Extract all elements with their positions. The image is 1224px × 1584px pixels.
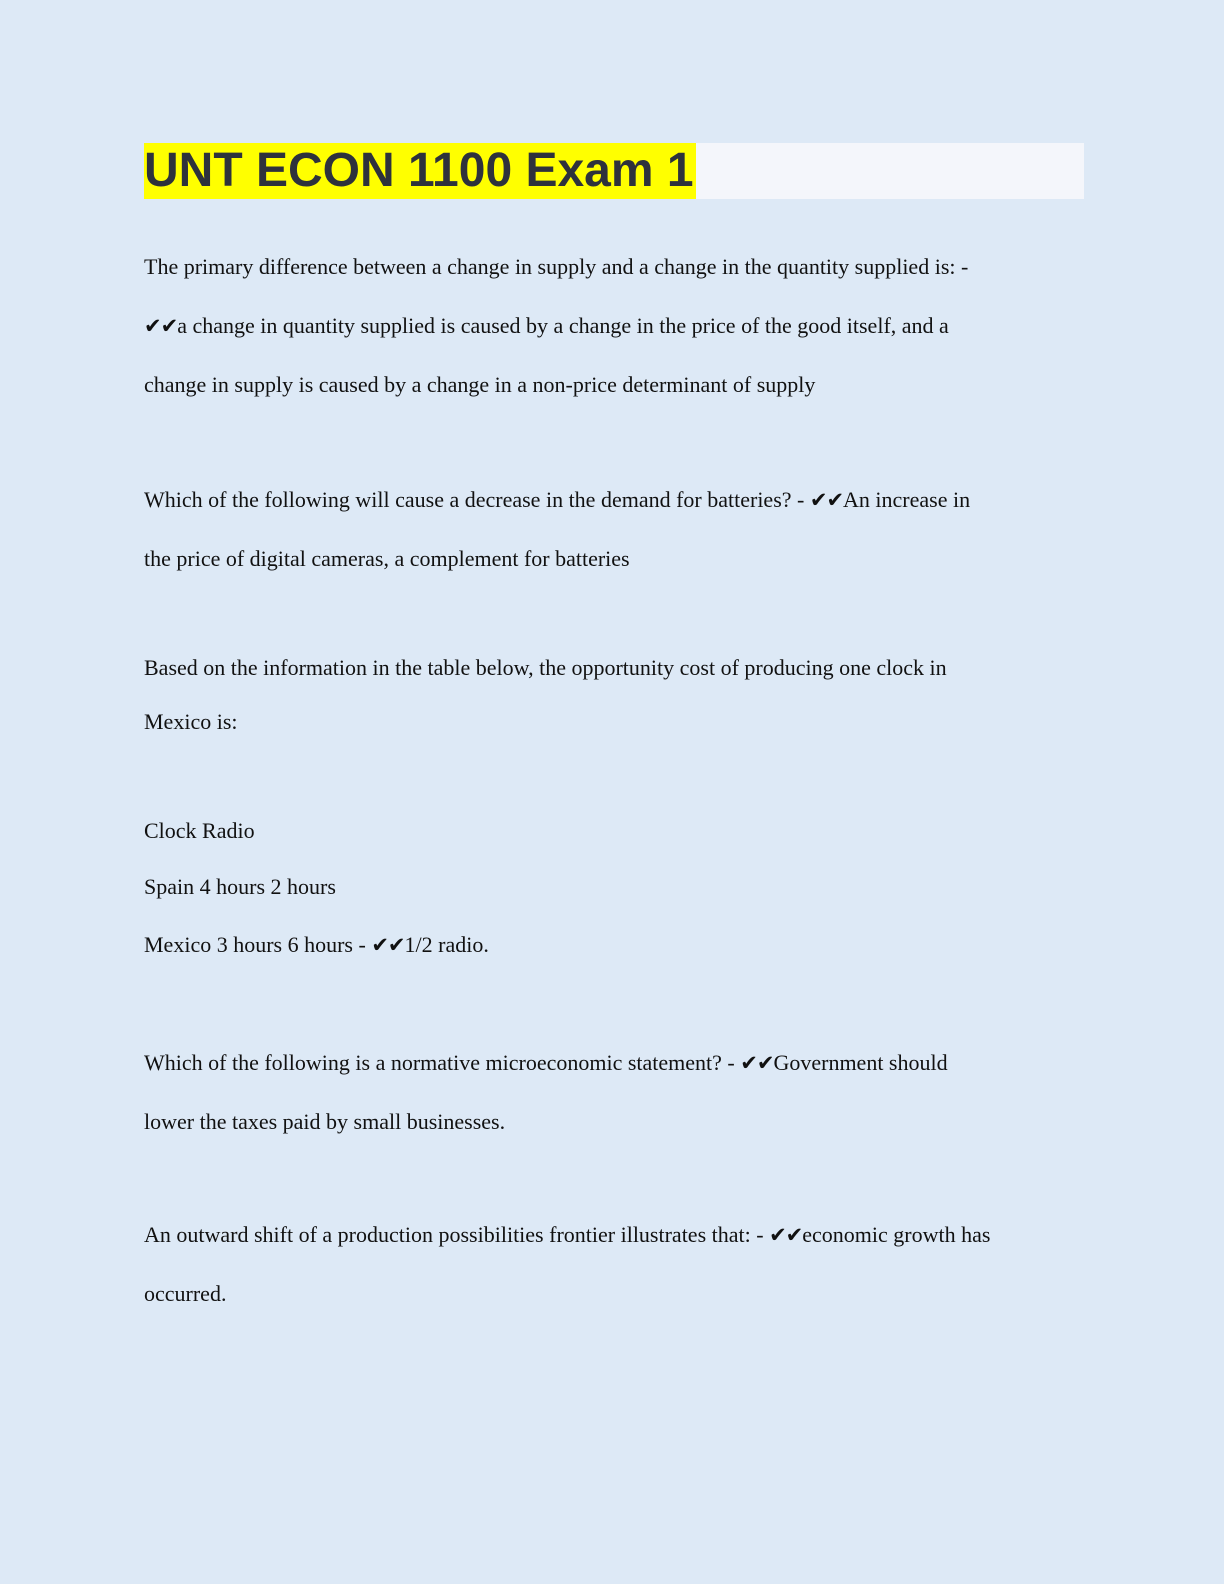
table-row: Mexico 3 hours 6 hours - — [144, 932, 366, 957]
qa-item-5 — [144, 1220, 1084, 1338]
answer-text: Government should — [773, 1050, 948, 1075]
answer-text-continued: the price of digital cameras, a complement for batteries — [144, 546, 630, 571]
qa-item-3 — [144, 653, 1084, 737]
double-check-icon: ✔✔ — [740, 1051, 774, 1075]
answer-text-continued: change in supply is caused by a change in a non-price determinant of supply — [144, 372, 816, 397]
table-header-row: Clock Radio — [144, 818, 255, 843]
question-text-continued: Mexico is: — [144, 709, 238, 734]
double-check-icon: ✔✔ — [769, 1223, 803, 1247]
answer-text-continued: occurred. — [144, 1281, 227, 1306]
answer-text: a change in quantity supplied is caused by a change in the price of the good itself, and a — [177, 313, 949, 338]
question-line — [144, 485, 1084, 544]
question-text: Based on the information in the table below, the opportunity cost of producing one clock in — [144, 655, 947, 680]
question-line — [144, 1220, 1084, 1279]
double-check-icon: ✔✔ — [371, 933, 405, 957]
answer-text: economic growth has — [802, 1222, 991, 1247]
question-line — [144, 1048, 1084, 1107]
double-check-icon: ✔✔ — [809, 488, 844, 512]
question-text: The primary difference between a change in supply and a change in the quantity supplied is: - — [144, 254, 969, 279]
qa-item-4 — [144, 1048, 1084, 1166]
answer-line — [144, 311, 1084, 370]
answer-text: 1/2 radio. — [404, 932, 489, 957]
qa-item-2 — [144, 485, 1084, 603]
question-text: An outward shift of a production possibilities frontier illustrates that: - — [144, 1222, 764, 1247]
data-table — [144, 816, 1084, 960]
qa-item-1 — [144, 252, 1084, 429]
answer-text: An increase in — [843, 487, 971, 512]
question-text: Which of the following will cause a decrease in the demand for batteries? - — [144, 487, 805, 512]
table-row: Spain 4 hours 2 hours — [144, 874, 336, 899]
answer-text-continued: lower the taxes paid by small businesses. — [144, 1109, 506, 1134]
double-check-icon: ✔✔ — [144, 314, 178, 338]
table-row-with-answer — [144, 930, 1084, 960]
page-title: UNT ECON 1100 Exam 1 — [144, 144, 694, 197]
question-text: Which of the following is a normative microeconomic statement? - — [144, 1050, 735, 1075]
